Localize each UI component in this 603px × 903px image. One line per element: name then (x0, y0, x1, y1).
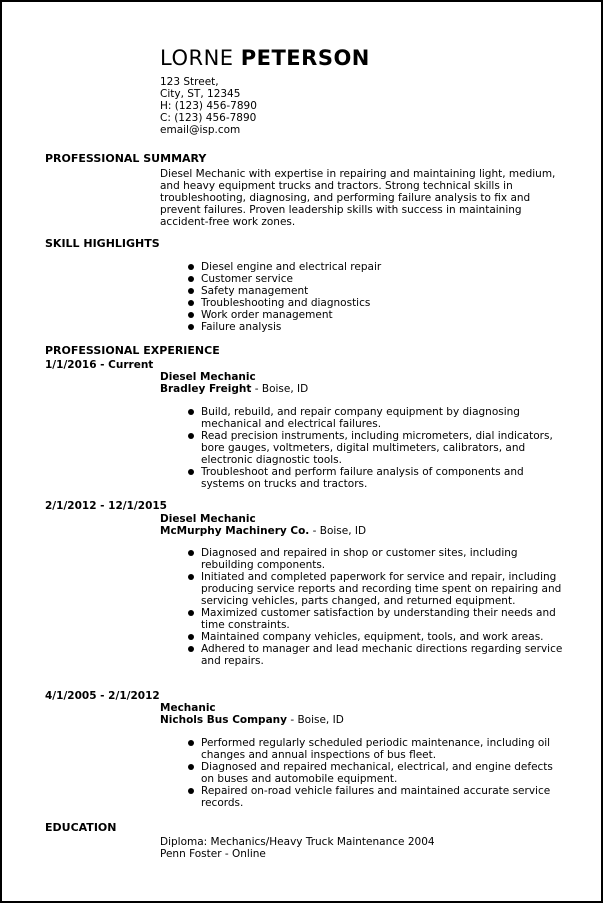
company-name: McMurphy Machinery Co. (160, 525, 310, 537)
list-item: Diagnosed and repaired mechanical, electrical, and engine defects on buses and automobile equipment. (188, 761, 563, 785)
list-item: Troubleshooting and diagnostics (188, 297, 563, 309)
job-company-line (160, 383, 580, 395)
education-degree: Diploma: Mechanics/Heavy Truck Maintenance 2004 (160, 836, 435, 848)
job-header (160, 371, 580, 395)
list-item: Build, rebuild, and repair company equipment by diagnosing mechanical and electrical failures. (188, 406, 563, 430)
last-name: PETERSON (240, 46, 370, 70)
list-item: Diagnosed and repaired in shop or customer sites, including rebuilding components. (188, 547, 563, 571)
list-item: Failure analysis (188, 321, 563, 333)
job-dates: 4/1/2005 - 2/1/2012 (45, 690, 160, 702)
education-school: Penn Foster - Online (160, 848, 266, 860)
list-item: Adhered to manager and lead mechanic directions regarding service and repairs. (188, 643, 563, 667)
list-item: Initiated and completed paperwork for service and repair, including producing service reports and recording time spent on repairing and servicing vehicles, parts changed, and returned equipment. (188, 571, 563, 607)
company-name: Bradley Freight (160, 383, 252, 395)
list-item: Maximized customer satisfaction by understanding their needs and time constraints. (188, 607, 563, 631)
job-dates: 2/1/2012 - 12/1/2015 (45, 500, 167, 512)
list-item: Work order management (188, 309, 563, 321)
skills-list (188, 261, 563, 333)
job-dates: 1/1/2016 - Current (45, 359, 154, 371)
job-bullets (188, 406, 563, 490)
list-item: Repaired on-road vehicle failures and maintained accurate service records. (188, 785, 563, 809)
list-item: Performed regularly scheduled periodic maintenance, including oil changes and annual inspections of bus fleet. (188, 737, 563, 761)
candidate-name (160, 45, 370, 71)
address-line: 123 Street, (160, 76, 219, 88)
job-title: Diesel Mechanic (160, 371, 256, 383)
skills-heading: SKILL HIGHLIGHTS (45, 237, 160, 250)
experience-heading: PROFESSIONAL EXPERIENCE (45, 344, 220, 357)
company-location: - Boise, ID (251, 383, 309, 395)
list-item: Read precision instruments, including micrometers, dial indicators, bore gauges, voltmeters, digital multimeters, calibrators, and electronic diagnostic tools. (188, 430, 563, 466)
company-name: Nichols Bus Company (160, 714, 287, 726)
education-block (160, 836, 560, 860)
list-item: Diesel engine and electrical repair (188, 261, 563, 273)
list-item: Maintained company vehicles, equipment, tools, and work areas. (188, 631, 563, 643)
job-company-line (160, 714, 580, 726)
job-company-line (160, 525, 580, 537)
job-header (160, 513, 580, 537)
first-name: LORNE (160, 46, 234, 70)
job-header (160, 702, 580, 726)
home-phone: H: (123) 456-7890 (160, 100, 257, 112)
job-bullets (188, 737, 563, 809)
job-title: Diesel Mechanic (160, 513, 256, 525)
contact-block (160, 76, 257, 136)
list-item: Customer service (188, 273, 563, 285)
education-heading: EDUCATION (45, 821, 117, 834)
summary-text: Diesel Mechanic with expertise in repairing and maintaining light, medium, and heavy equipment trucks and tractors. Strong technical skills in troubleshooting, diagnosing, and performing failure analysis to fix and prevent failures. Proven leadership skills with success in maintaining accident-free work zones. (160, 168, 556, 228)
company-location: - Boise, ID (309, 525, 367, 537)
cell-phone: C: (123) 456-7890 (160, 112, 257, 124)
summary-heading: PROFESSIONAL SUMMARY (45, 152, 207, 165)
job-bullets (188, 547, 563, 667)
email: email@isp.com (160, 124, 241, 136)
list-item: Troubleshoot and perform failure analysis of components and systems on trucks and tractors. (188, 466, 563, 490)
city-line: City, ST, 12345 (160, 88, 241, 100)
list-item: Safety management (188, 285, 563, 297)
company-location: - Boise, ID (286, 714, 344, 726)
job-title: Mechanic (160, 702, 216, 714)
